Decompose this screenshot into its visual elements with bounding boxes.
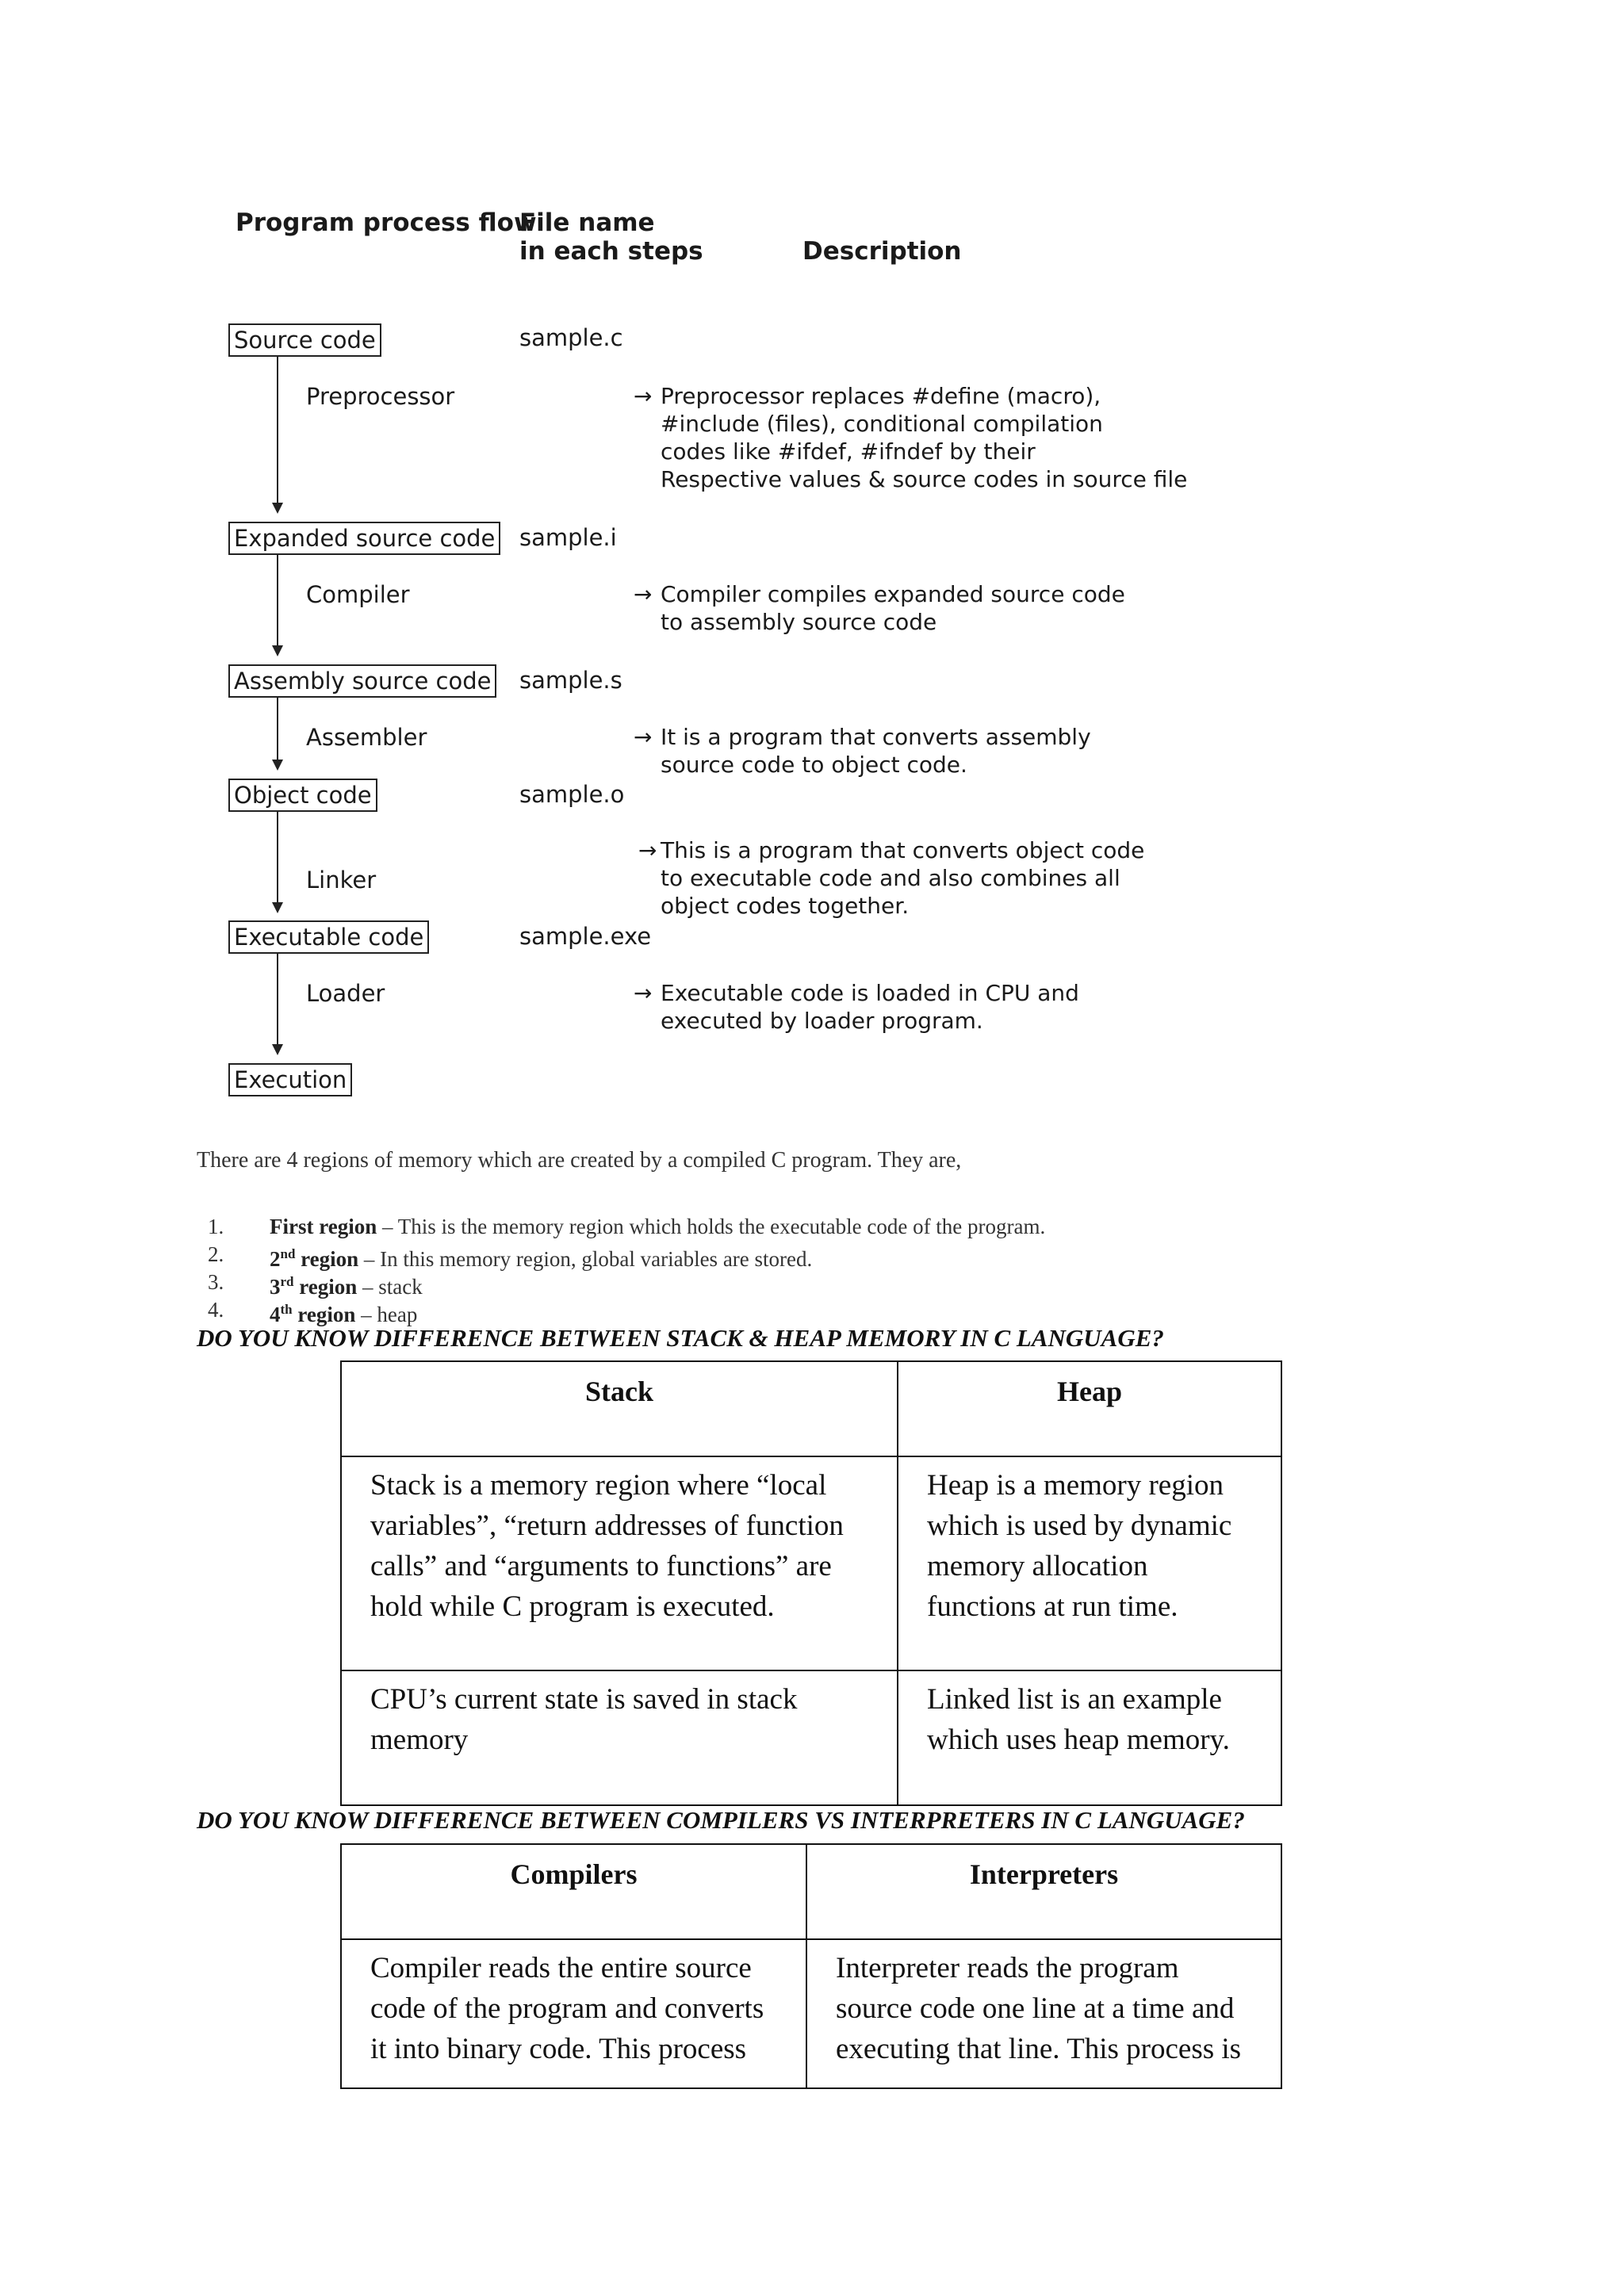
cell-line: calls” and “arguments to functions” are xyxy=(370,1550,832,1582)
description-line: Respective values & source codes in source file xyxy=(661,466,1188,492)
compilers-question: DO YOU KNOW DIFFERENCE BETWEEN COMPILERS VS INTERPRETERS IN C LANGUAGE? xyxy=(197,1806,1245,1834)
table-cell xyxy=(341,1939,806,2088)
arrow-right-icon: → xyxy=(634,581,653,607)
list-label-sup: th xyxy=(280,1302,293,1317)
step-label: Linker xyxy=(306,867,377,894)
box-source-code: Source code xyxy=(228,323,381,357)
list-number: 4. xyxy=(208,1298,224,1322)
description-line: It is a program that converts assembly xyxy=(661,724,1091,750)
header-interpreters: Interpreters xyxy=(806,1844,1281,1939)
cell-line: Stack is a memory region where “local xyxy=(370,1469,827,1502)
list-text: – heap xyxy=(355,1303,418,1326)
header-file-name: File name xyxy=(519,209,655,237)
header-heap: Heap xyxy=(898,1361,1281,1456)
stack-heap-table xyxy=(340,1360,1282,1806)
description-preprocessor xyxy=(634,382,1188,493)
description-line: #include (files), conditional compilation xyxy=(661,411,1103,437)
cell-line: it into binary code. This process xyxy=(370,2033,747,2065)
arrow-down-icon xyxy=(272,503,283,514)
cell-line: hold while C program is executed. xyxy=(370,1590,775,1623)
header-stack: Stack xyxy=(341,1361,898,1456)
list-label-rest: region xyxy=(293,1275,358,1299)
memory-intro-text: There are 4 regions of memory which are created by a compiled C program. They are, xyxy=(197,1148,962,1173)
description-assembler xyxy=(634,723,1091,779)
header-compilers: Compilers xyxy=(341,1844,806,1939)
arrow-right-icon: → xyxy=(634,980,653,1006)
list-text: – In this memory region, global variables are stored. xyxy=(358,1247,813,1271)
cell-line: source code one line at a time and xyxy=(836,1992,1235,2025)
flow-connector xyxy=(277,810,278,902)
stack-heap-question: DO YOU KNOW DIFFERENCE BETWEEN STACK & HEAP MEMORY IN C LANGUAGE? xyxy=(197,1324,1164,1352)
file-name: sample.s xyxy=(519,667,622,694)
arrow-down-icon xyxy=(272,1044,283,1055)
file-name: sample.o xyxy=(519,781,625,808)
file-name: sample.c xyxy=(519,324,623,351)
list-text: – stack xyxy=(357,1275,423,1299)
description-line: to executable code and also combines all xyxy=(661,865,1120,891)
list-number: 2. xyxy=(208,1242,224,1266)
list-number: 3. xyxy=(208,1270,224,1294)
flow-connector xyxy=(277,553,278,645)
compilers-interpreters-table xyxy=(340,1843,1282,2089)
table-row xyxy=(341,1670,1281,1805)
description-line: Preprocessor replaces #define (macro), xyxy=(661,383,1101,409)
description-line: object codes together. xyxy=(661,893,910,919)
cell-line: CPU’s current state is saved in stack xyxy=(370,1683,798,1716)
description-linker xyxy=(638,836,1145,920)
description-line: to assembly source code xyxy=(661,609,937,635)
arrow-right-icon: → xyxy=(638,837,657,863)
arrow-down-icon xyxy=(272,902,283,913)
arrow-down-icon xyxy=(272,760,283,771)
list-label: 4 xyxy=(270,1303,281,1326)
arrow-right-icon: → xyxy=(634,383,653,409)
cell-line: code of the program and converts xyxy=(370,1992,764,2025)
step-label: Loader xyxy=(306,980,385,1007)
table-cell xyxy=(341,1670,898,1805)
list-label: 3 xyxy=(270,1275,281,1299)
process-flow-diagram xyxy=(214,198,1610,1110)
cell-line: functions at run time. xyxy=(927,1590,1178,1623)
cell-line: Interpreter reads the program xyxy=(836,1952,1179,1984)
list-text: – This is the memory region which holds the executable code of the program. xyxy=(377,1215,1046,1238)
flow-connector xyxy=(277,952,278,1044)
step-label: Assembler xyxy=(306,724,427,751)
header-process-flow: Program process flow xyxy=(236,209,537,237)
list-label: First region xyxy=(270,1215,377,1238)
arrow-right-icon: → xyxy=(634,724,653,750)
list-label-sup: rd xyxy=(280,1274,294,1289)
step-label: Compiler xyxy=(306,581,410,608)
description-loader xyxy=(634,979,1079,1035)
table-cell xyxy=(806,1939,1281,2088)
header-description: Description xyxy=(802,237,962,266)
table-row xyxy=(341,1456,1281,1670)
cell-line: memory xyxy=(370,1724,469,1756)
list-label-sup: nd xyxy=(280,1246,296,1261)
box-execution: Execution xyxy=(228,1063,352,1096)
file-name: sample.exe xyxy=(519,923,652,950)
flow-connector xyxy=(277,355,278,503)
table-cell xyxy=(898,1670,1281,1805)
file-name: sample.i xyxy=(519,524,617,551)
cell-line: memory allocation xyxy=(927,1550,1148,1582)
step-label: Preprocessor xyxy=(306,383,455,410)
cell-line: variables”, “return addresses of function xyxy=(370,1510,844,1542)
description-compiler xyxy=(634,580,1125,636)
table-cell xyxy=(898,1456,1281,1670)
list-number: 1. xyxy=(208,1215,224,1238)
cell-line: Compiler reads the entire source xyxy=(370,1952,752,1984)
box-executable-code: Executable code xyxy=(228,920,429,954)
table-cell xyxy=(341,1456,898,1670)
cell-line: which uses heap memory. xyxy=(927,1724,1230,1756)
cell-line: executing that line. This process is xyxy=(836,2033,1242,2065)
description-line: This is a program that converts object code xyxy=(661,837,1145,863)
table-header-row xyxy=(341,1361,1281,1456)
description-line: codes like #ifdef, #ifndef by their xyxy=(661,438,1036,465)
cell-line: Heap is a memory region xyxy=(927,1469,1224,1502)
header-in-each-steps: in each steps xyxy=(519,237,703,266)
description-line: Compiler compiles expanded source code xyxy=(661,581,1125,607)
list-label: 2 xyxy=(270,1247,281,1271)
box-assembly-source-code: Assembly source code xyxy=(228,664,496,698)
box-expanded-source-code: Expanded source code xyxy=(228,522,500,555)
table-row xyxy=(341,1939,1281,2088)
description-line: source code to object code. xyxy=(661,752,967,778)
description-line: Executable code is loaded in CPU and xyxy=(661,980,1079,1006)
cell-line: which is used by dynamic xyxy=(927,1510,1232,1542)
table-header-row xyxy=(341,1844,1281,1939)
list-label-rest: region xyxy=(292,1303,356,1326)
description-line: executed by loader program. xyxy=(661,1008,983,1034)
list-label-rest: region xyxy=(295,1247,359,1271)
box-object-code: Object code xyxy=(228,779,377,812)
arrow-down-icon xyxy=(272,645,283,656)
cell-line: Linked list is an example xyxy=(927,1683,1222,1716)
flow-connector xyxy=(277,696,278,760)
